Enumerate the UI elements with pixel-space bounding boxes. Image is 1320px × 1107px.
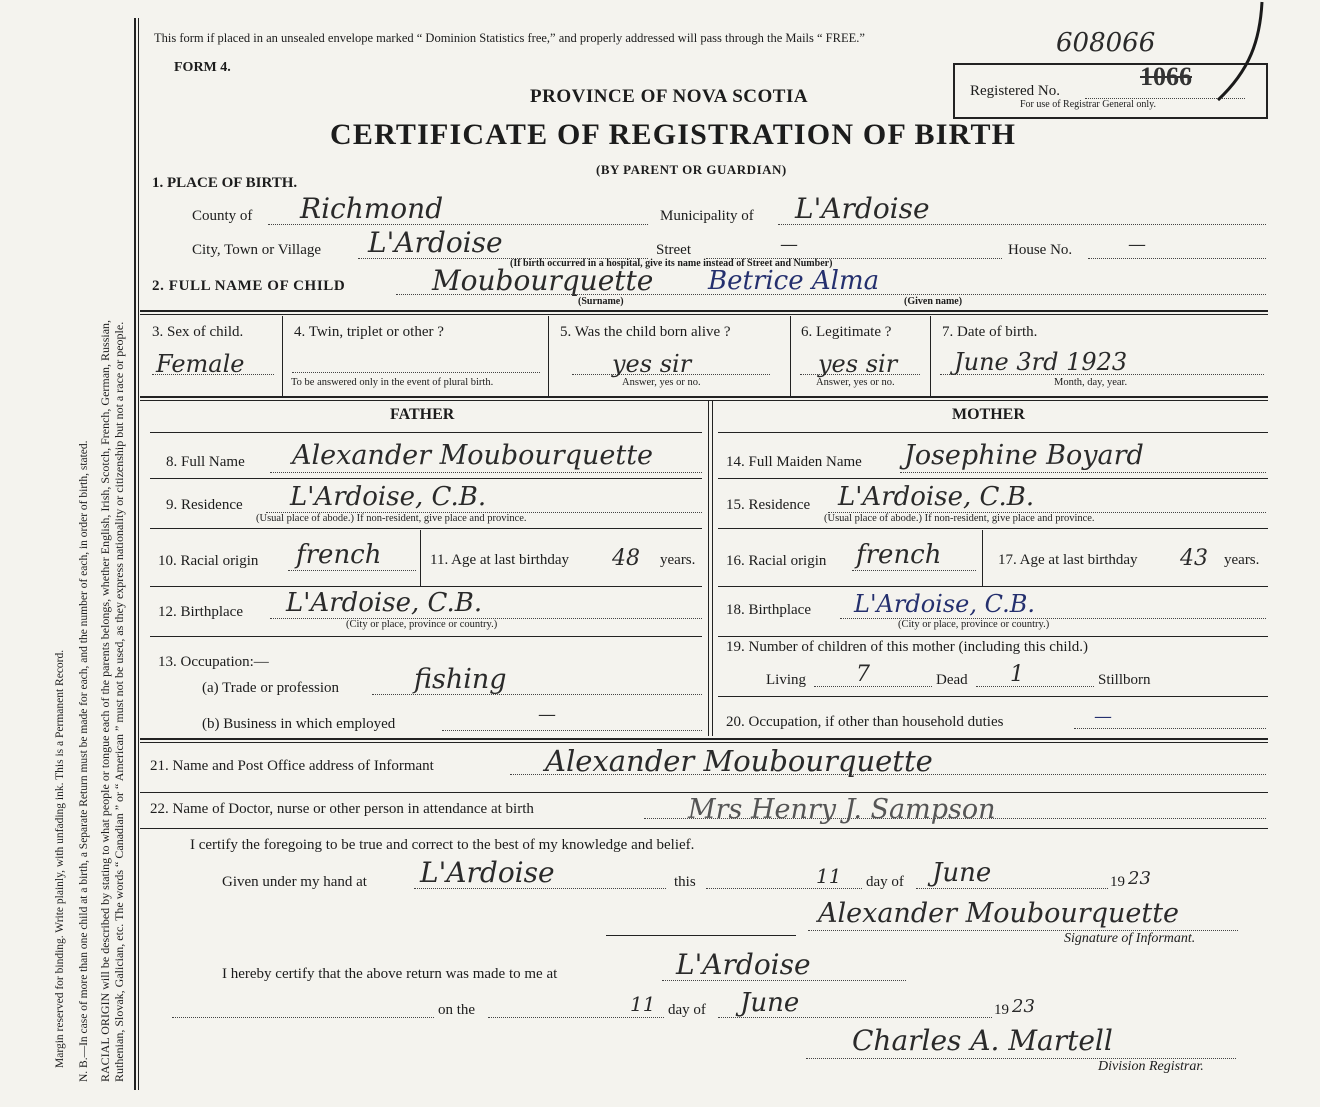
- certify-statement: I certify the foregoing to be true and correct to the best of my knowledge and belief.: [190, 837, 695, 853]
- form-number: FORM 4.: [174, 60, 231, 75]
- informant-value: Alexander Moubourquette: [545, 744, 933, 778]
- house-field: [1088, 258, 1266, 259]
- province-heading: PROVINCE OF NOVA SCOTIA: [530, 86, 809, 107]
- dob-value: June 3rd 1923: [954, 348, 1128, 376]
- rule-signature-blank: [606, 935, 796, 936]
- house-label: House No.: [1008, 242, 1073, 258]
- city-value: L'Ardoise: [368, 226, 503, 259]
- rule-mother-4: [718, 636, 1268, 637]
- municipality-value: L'Ardoise: [795, 192, 930, 225]
- father-name-field: [270, 472, 702, 473]
- mother-birthplace-note: (City or place, province or country.): [898, 619, 1050, 630]
- rule-row3-div1: [282, 316, 283, 396]
- dob-note: Month, day, year.: [1054, 377, 1128, 388]
- registrar-note: For use of Registrar General only.: [1020, 99, 1156, 110]
- mother-occupation-field: [1074, 728, 1266, 729]
- certify-month: June: [932, 858, 992, 888]
- surname-note: (Surname): [578, 296, 624, 307]
- margin-note-racial-origin-2: Ruthenian, Slovak, Galician, etc. The words “ Canadian ” or “ American ” must not be used, as they express nationality or citizenship but not a race or people.: [112, 321, 126, 1082]
- legitimate-label: 6. Legitimate ?: [801, 324, 892, 340]
- rule-mother-head: [718, 432, 1268, 433]
- rule-row3-top-2: [140, 314, 1268, 315]
- father-residence-label: 9. Residence: [166, 497, 243, 513]
- father-residence-note: (Usual place of abode.) If non-resident, give place and province.: [256, 513, 527, 524]
- informant-signature-label: Signature of Informant.: [1064, 931, 1196, 946]
- county-label: County of: [192, 208, 253, 224]
- mother-age-value: 43: [1180, 546, 1208, 571]
- given-place-value: L'Ardoise: [420, 856, 555, 889]
- twin-note: To be answered only in the event of plural birth.: [291, 377, 494, 388]
- mother-name-value: Josephine Boyard: [904, 440, 1144, 471]
- rule-informant: [140, 792, 1268, 793]
- margin-note-binding: Margin reserved for binding. Write plainly, with unfading ink. This is a Permanent Record.: [54, 649, 66, 1068]
- rule-mother-3: [718, 586, 1268, 587]
- mother-stillborn-label: Stillborn: [1098, 672, 1151, 688]
- rule-father-3: [150, 586, 702, 587]
- registered-label: Registered No.: [970, 83, 1060, 99]
- rule-mother-race-div: [982, 530, 983, 586]
- father-trade-label: (a) Trade or profession: [202, 680, 340, 696]
- father-trade-value: fishing: [414, 664, 507, 695]
- certificate-subtitle: (BY PARENT OR GUARDIAN): [596, 162, 787, 177]
- father-age-value: 48: [612, 546, 640, 571]
- margin-note-multiple-births: N. B.—In case of more than one child at a birth, a Separate Return must be made for each, and the number of each, in order of birth, stated.: [78, 440, 90, 1082]
- registrar-statement: I hereby certify that the above return was made to me at: [222, 966, 558, 982]
- certify-year: 23: [1128, 868, 1151, 889]
- rule-father-head: [150, 432, 702, 433]
- rule-row3-bottom: [140, 396, 1268, 398]
- father-name-value: Alexander Moubourquette: [292, 440, 654, 471]
- mother-residence-value: L'Ardoise, C.B.: [838, 482, 1035, 512]
- mother-dead-field: [976, 686, 1094, 687]
- mother-age-label: 17. Age at last birthday: [998, 552, 1138, 568]
- registered-value: 1066: [1140, 62, 1192, 91]
- father-residence-value: L'Ardoise, C.B.: [290, 482, 487, 512]
- mother-birthplace-value: L'Ardoise, C.B.: [854, 590, 1036, 618]
- rule-father-4: [150, 636, 702, 637]
- registrar-year: 23: [1012, 996, 1035, 1017]
- mail-note: This form if placed in an unsealed envelope marked “ Dominion Statistics free,” and properly addressed will pass through the Mails “ FREE.”: [154, 31, 865, 45]
- father-race-field: [288, 570, 416, 571]
- mother-living-value: 7: [856, 662, 870, 687]
- rule-row3-top: [140, 310, 1268, 312]
- doctor-label: 22. Name of Doctor, nurse or other person in attendance at birth: [150, 801, 534, 817]
- rule-row3-div2: [548, 316, 549, 396]
- father-name-label: 8. Full Name: [166, 454, 245, 470]
- place-heading: 1. PLACE OF BIRTH.: [152, 175, 298, 191]
- father-race-label: 10. Racial origin: [158, 553, 259, 569]
- hospital-note: (If birth occurred in a hospital, give its name instead of Street and Number): [510, 258, 833, 269]
- child-surname: Moubourquette: [432, 264, 654, 297]
- twin-field: [292, 372, 540, 373]
- rule-mother-5: [718, 696, 1268, 697]
- county-value: Richmond: [300, 192, 444, 225]
- handwritten-form-number: 608066: [1056, 28, 1156, 58]
- year-prefix: 19: [1110, 874, 1125, 890]
- mother-living-label: Living: [766, 672, 806, 688]
- city-label: City, Town or Village: [192, 242, 322, 258]
- margin-note-racial-origin-1: RACIAL ORIGIN will be described by stating to what people or tongue each of the parents belongs, whether English, Irish, Scotch, French, German, Russian,: [98, 319, 112, 1082]
- father-race-value: french: [296, 540, 382, 570]
- mother-name-label: 14. Full Maiden Name: [726, 454, 862, 470]
- father-occupation-label: 13. Occupation:—: [158, 654, 269, 670]
- child-given-name: Betrice Alma: [708, 266, 880, 296]
- sex-label: 3. Sex of child.: [152, 324, 244, 340]
- certificate-title: CERTIFICATE OF REGISTRATION OF BIRTH: [330, 118, 1017, 151]
- registrar-month: June: [740, 988, 800, 1018]
- father-age-label: 11. Age at last birthday: [430, 552, 569, 568]
- child-name-label: 2. FULL NAME OF CHILD: [152, 278, 346, 294]
- registrar-leading-dots: [172, 1017, 434, 1018]
- dob-label: 7. Date of birth.: [942, 324, 1038, 340]
- rule-section-end-2: [140, 742, 1268, 743]
- reg-year-prefix: 19: [994, 1002, 1009, 1018]
- doctor-value: Mrs Henry J. Sampson: [688, 794, 996, 825]
- rule-row3-bottom-2: [140, 400, 1268, 401]
- reg-dayof-label: day of: [668, 1002, 706, 1018]
- registrar-title: Division Registrar.: [1098, 1059, 1204, 1074]
- mother-name-field: [900, 472, 1266, 473]
- rule-mother-1: [718, 478, 1268, 479]
- rule-section-end: [140, 738, 1268, 740]
- informant-signature: Alexander Moubourquette: [818, 898, 1180, 929]
- mother-birthplace-label: 18. Birthplace: [726, 602, 811, 618]
- rule-row3-div4: [930, 316, 931, 396]
- mother-children-label: 19. Number of children of this mother (including this child.): [726, 639, 1089, 655]
- father-birthplace-label: 12. Birthplace: [158, 604, 243, 620]
- legitimate-note: Answer, yes or no.: [816, 377, 895, 388]
- mother-dead-label: Dead: [936, 672, 968, 688]
- father-birthplace-value: L'Ardoise, C.B.: [286, 588, 483, 618]
- rule-mother-2: [718, 528, 1268, 529]
- alive-label: 5. Was the child born alive ?: [560, 324, 731, 340]
- mother-occupation-value: —: [1094, 706, 1112, 727]
- house-value: —: [1128, 234, 1146, 255]
- certify-day: 11: [816, 864, 842, 888]
- given-under-label: Given under my hand at: [222, 874, 367, 890]
- twin-label: 4. Twin, triplet or other ?: [294, 324, 444, 340]
- father-business-label: (b) Business in which employed: [202, 716, 396, 732]
- margin-rule: [134, 18, 136, 1090]
- registrar-place-value: L'Ardoise: [676, 948, 811, 981]
- mother-age-unit: years.: [1224, 552, 1260, 568]
- father-business-field: [442, 730, 702, 731]
- this-label: this: [674, 874, 696, 890]
- street-label: Street: [656, 242, 691, 258]
- alive-value: yes sir: [612, 350, 692, 378]
- street-value: —: [780, 234, 798, 255]
- registrar-day: 11: [630, 992, 656, 1016]
- month-field: [916, 888, 1108, 889]
- mother-heading: MOTHER: [952, 406, 1025, 423]
- rule-father-1: [150, 478, 702, 479]
- father-heading: FATHER: [390, 406, 455, 423]
- rule-parent-divider: [708, 400, 709, 736]
- mother-race-label: 16. Racial origin: [726, 553, 827, 569]
- informant-label: 21. Name and Post Office address of Informant: [150, 758, 434, 774]
- dayof-label: day of: [866, 874, 904, 890]
- rule-row3-div3: [790, 316, 791, 396]
- rule-father-2: [150, 528, 702, 529]
- mother-residence-note: (Usual place of abode.) If non-resident, give place and province.: [824, 513, 1095, 524]
- reg-day-field: [488, 1017, 664, 1018]
- mother-living-field: [814, 686, 932, 687]
- legitimate-value: yes sir: [818, 350, 898, 378]
- mother-occupation-label: 20. Occupation, if other than household duties: [726, 714, 1004, 730]
- father-age-unit: years.: [660, 552, 696, 568]
- father-business-value: —: [538, 704, 556, 725]
- alive-note: Answer, yes or no.: [622, 377, 701, 388]
- sex-value: Female: [156, 350, 245, 378]
- rule-father-race-div: [420, 530, 421, 586]
- day-field: [706, 888, 862, 889]
- father-birthplace-note: (City or place, province or country.): [346, 619, 498, 630]
- margin-rule-2: [138, 18, 139, 1090]
- rule-parent-divider-2: [712, 400, 713, 736]
- registrar-signature: Charles A. Martell: [852, 1024, 1113, 1057]
- mother-residence-label: 15. Residence: [726, 497, 811, 513]
- municipality-label: Municipality of: [660, 208, 754, 224]
- mother-race-field: [852, 570, 976, 571]
- mother-dead-value: 1: [1010, 662, 1024, 687]
- mother-race-value: french: [856, 540, 942, 570]
- pen-stroke-mark: [1200, 0, 1270, 110]
- onthe-label: on the: [438, 1002, 476, 1018]
- rule-doctor: [140, 828, 1268, 829]
- given-name-note: (Given name): [904, 296, 963, 307]
